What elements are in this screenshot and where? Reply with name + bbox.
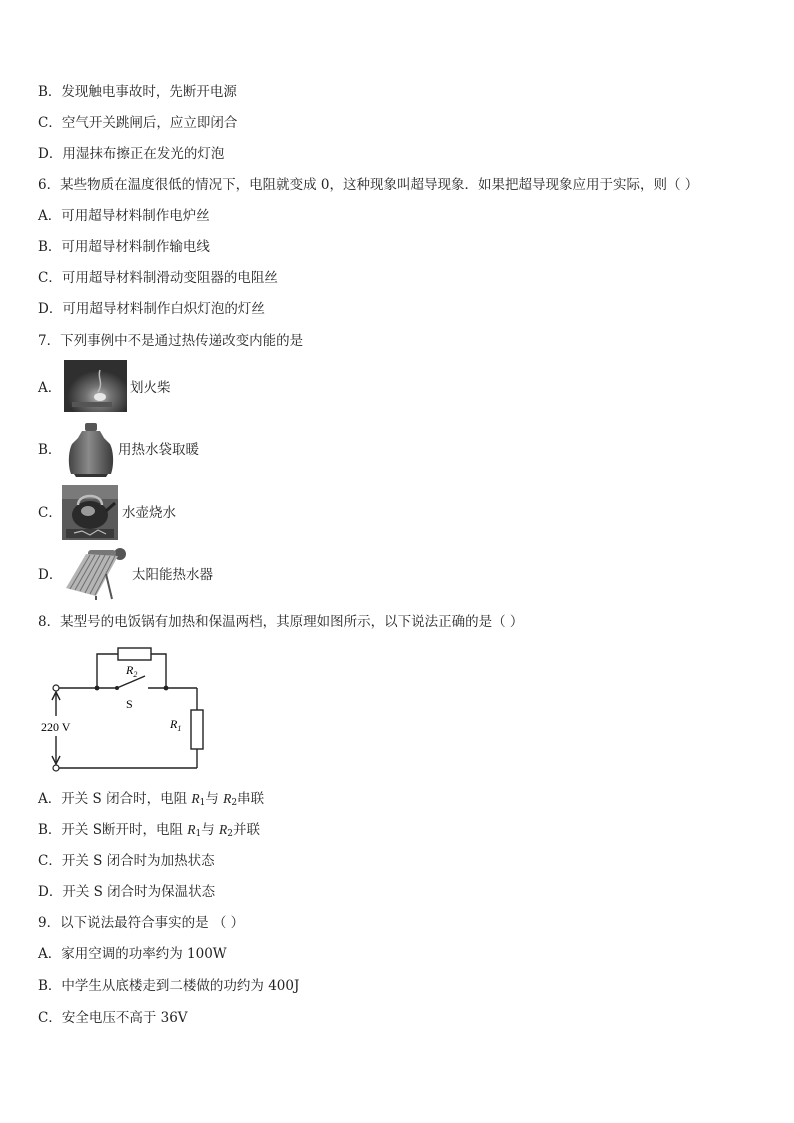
q7-option-b-letter: B． xyxy=(38,442,62,458)
q7-option-d-letter: D． xyxy=(38,567,63,583)
q8-option-b: B．开关 S断开时，电阻 $R_1$与 $R_2$并联 xyxy=(38,822,261,839)
q7-option-c-text: 水壶烧水 xyxy=(122,505,176,521)
q7-option-c-letter: C． xyxy=(38,505,62,521)
q8-option-c: C．开关 S 闭合时为加热状态 xyxy=(38,853,215,869)
q7-option-b-text: 用热水袋取暖 xyxy=(118,442,199,458)
match-strike-photo xyxy=(64,360,127,412)
q7-option-a-letter: A． xyxy=(38,380,62,396)
q9-option-a: A．家用空调的功率约为 100W xyxy=(38,946,227,962)
q7-stem: 7．下列事例中不是通过热传递改变内能的是 xyxy=(38,333,304,349)
q6-option-d: D．可用超导材料制作白炽灯泡的灯丝 xyxy=(38,301,265,317)
r2-label: $R_2$ xyxy=(126,663,138,679)
q9-stem: 9．以下说法最符合事实的是 （ ） xyxy=(38,915,245,931)
kettle-boiling-photo xyxy=(62,485,118,540)
rice-cooker-circuit-diagram xyxy=(38,644,208,774)
q9-option-c: C．安全电压不高于 36V xyxy=(38,1010,188,1026)
solar-water-heater-photo xyxy=(62,544,128,600)
q8-option-a: A．开关 S 闭合时，电阻 $R_1$与 $R_2$串联 xyxy=(38,791,265,808)
q6-stem: 6．某些物质在温度很低的情况下，电阻就变成 0，这种现象叫超导现象．如果把超导现象应用于实际，则（ ） xyxy=(38,177,699,193)
q9-option-b: B．中学生从底楼走到二楼做的功约为 400J xyxy=(38,978,300,994)
q5-option-d: D．用湿抹布擦正在发光的灯泡 xyxy=(38,146,225,162)
q7-option-d-text: 太阳能热水器 xyxy=(132,567,213,583)
q8-stem: 8．某型号的电饭锅有加热和保温两档，其原理如图所示，以下说法正确的是（ ） xyxy=(38,614,524,630)
q6-option-c: C．可用超导材料制滑动变阻器的电阻丝 xyxy=(38,270,278,286)
q6-option-a: A．可用超导材料制作电炉丝 xyxy=(38,208,210,224)
q8-option-d: D．开关 S 闭合时为保温状态 xyxy=(38,884,216,900)
q5-option-c: C．空气开关跳闸后，应立即闭合 xyxy=(38,115,238,131)
r1-label: $R_1$ xyxy=(170,717,182,733)
q6-option-b: B．可用超导材料制作输电线 xyxy=(38,239,210,255)
q5-option-b: B．发现触电事故时，先断开电源 xyxy=(38,84,237,100)
q7-option-a-text: 划火柴 xyxy=(130,380,171,396)
voltage-label: 220 V xyxy=(41,720,71,734)
hot-water-bag-photo xyxy=(66,422,116,478)
switch-label: S xyxy=(126,697,133,711)
